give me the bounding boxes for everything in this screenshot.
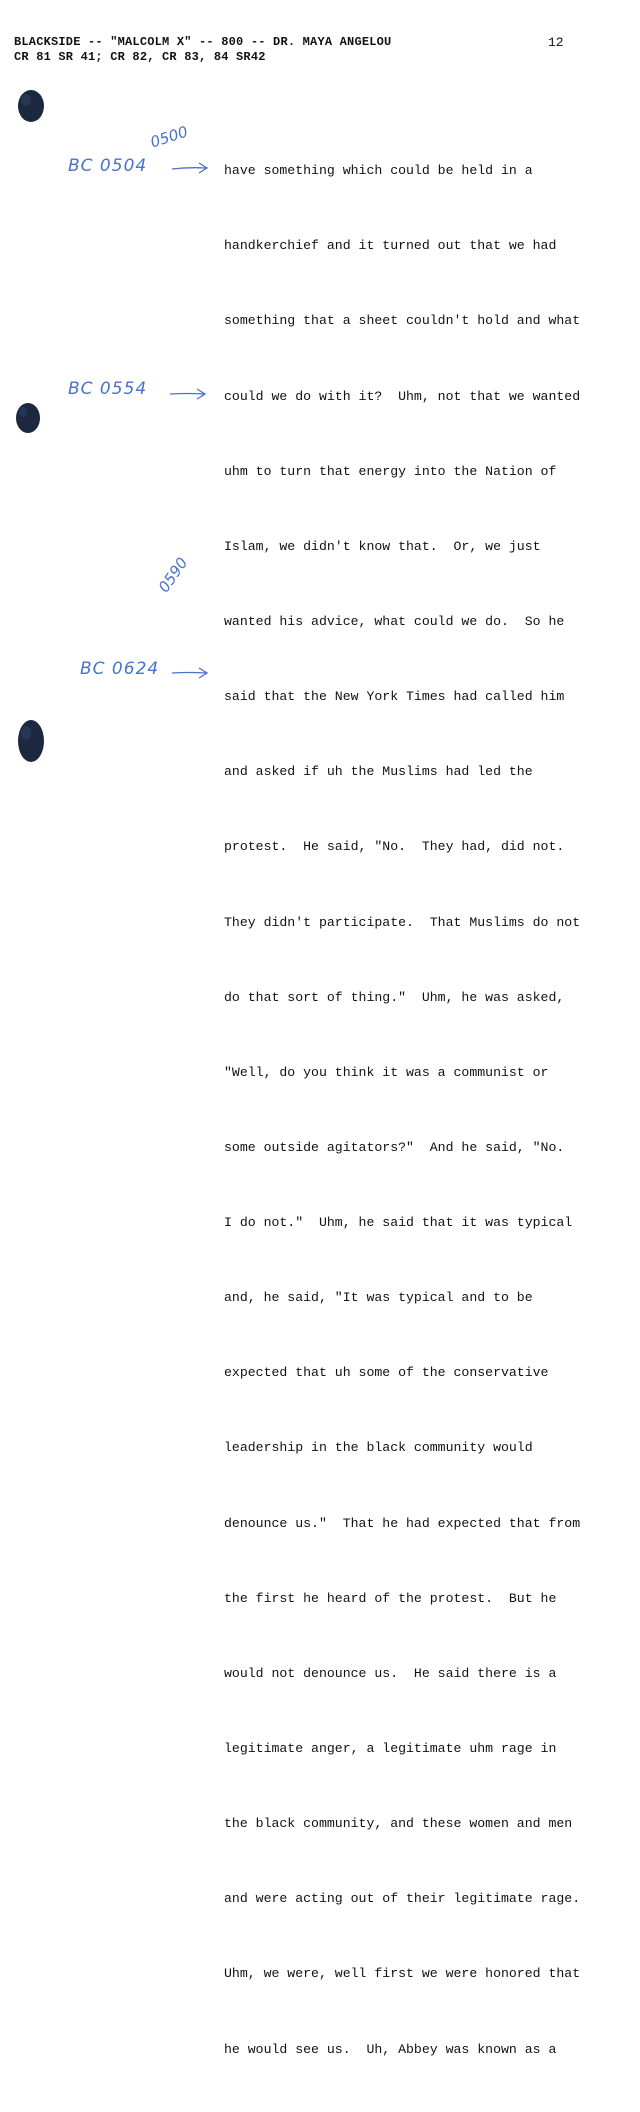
transcript-line: could we do with it? Uhm, not that we wanted <box>224 388 581 404</box>
punch-hole-middle <box>12 400 44 436</box>
bc-0504-annotation: BC 0504 <box>68 156 148 176</box>
transcript-line: expected that uh some of the conservative <box>224 1365 549 1381</box>
transcript-line: do that sort of thing." Uhm, he was asked, <box>224 989 565 1005</box>
transcript-line: uhm to turn that energy into the Nation of <box>224 463 557 479</box>
page-number: 12 <box>548 35 564 50</box>
header-reel-line: CR 81 SR 41; CR 82, CR 83, 84 SR42 <box>14 50 266 64</box>
transcript-line: legitimate anger, a legitimate uhm rage in <box>224 1741 557 1757</box>
punch-hole-bottom <box>14 718 48 764</box>
arrow-icon <box>168 386 208 402</box>
transcript-line: leadership in the black community would <box>224 1440 533 1456</box>
transcript-line: handkerchief and it turned out that we had <box>224 238 557 254</box>
document-header <box>14 35 391 65</box>
timecode-0500-annotation: 0500 <box>148 122 191 152</box>
transcript-line: Islam, we didn't know that. Or, we just <box>224 538 541 554</box>
transcript-line: and asked if uh the Muslims had led the <box>224 764 533 780</box>
timecode-0590-annotation: 0590 <box>154 554 192 596</box>
transcript-line: some outside agitators?" And he said, "No. <box>224 1139 565 1155</box>
arrow-icon <box>170 160 210 176</box>
transcript-line: would not denounce us. He said there is a <box>224 1665 557 1681</box>
transcript-line: something that a sheet couldn't hold and what <box>224 313 581 329</box>
transcript-line: denounce us." That he had expected that from <box>224 1515 581 1531</box>
bc-0624-annotation: BC 0624 <box>80 659 160 679</box>
transcript-line: Uhm, we were, well first we were honored that <box>224 1966 581 1982</box>
transcript-line: have something which could be held in a <box>224 163 533 179</box>
transcript-body <box>224 108 624 2112</box>
transcript-line: They didn't participate. That Muslims do not <box>224 914 581 930</box>
transcript-line: said that the New York Times had called him <box>224 689 565 705</box>
transcript-line: and were acting out of their legitimate rage. <box>224 1891 581 1907</box>
transcript-line: and, he said, "It was typical and to be <box>224 1290 533 1306</box>
header-title-line: BLACKSIDE -- "MALCOLM X" -- 800 -- DR. MAYA ANGELOU <box>14 35 392 49</box>
transcript-line: wanted his advice, what could we do. So he <box>224 613 565 629</box>
transcript-line: the black community, and these women and men <box>224 1816 573 1832</box>
transcript-line: "Well, do you think it was a communist or <box>224 1064 549 1080</box>
transcript-line: protest. He said, "No. They had, did not. <box>224 839 565 855</box>
bc-0554-annotation: BC 0554 <box>68 379 148 399</box>
transcript-line: I do not." Uhm, he said that it was typical <box>224 1215 573 1231</box>
punch-hole-top <box>14 88 48 124</box>
arrow-icon <box>170 665 210 681</box>
transcript-line: the first he heard of the protest. But he <box>224 1590 557 1606</box>
transcript-line: he would see us. Uh, Abbey was known as a <box>224 2041 557 2057</box>
